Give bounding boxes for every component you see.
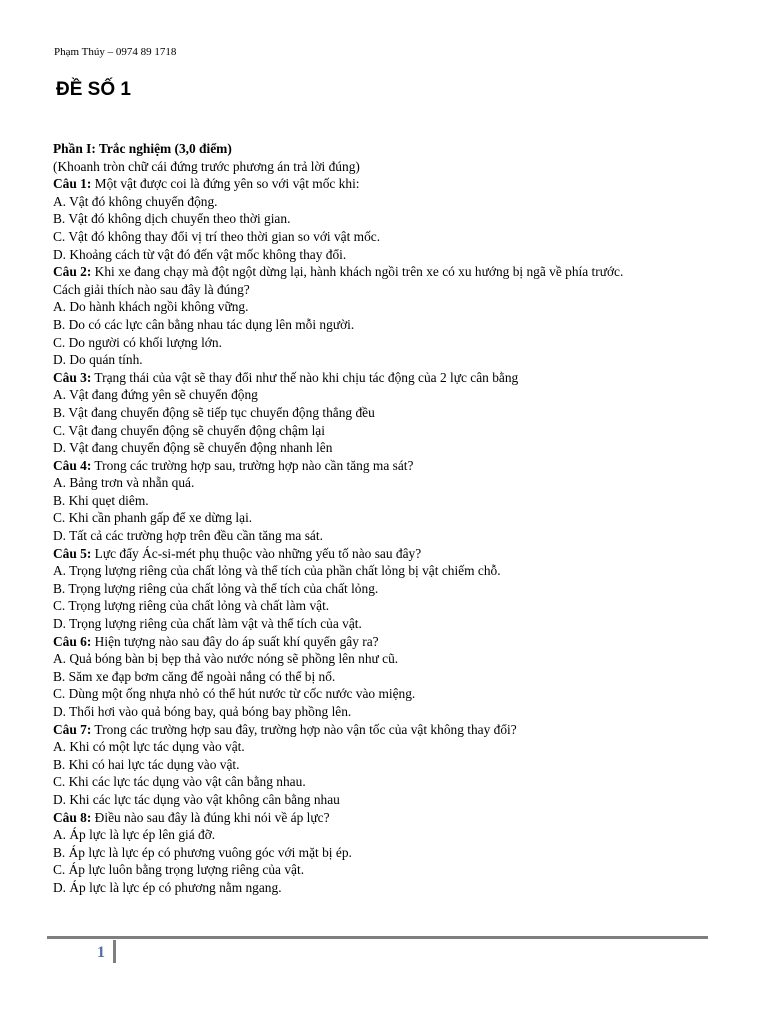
answer-option-a: A. Vật đang đứng yên sẽ chuyển động: [53, 387, 258, 403]
question-6: [53, 633, 733, 721]
answer-option-d: D. Do quán tính.: [53, 352, 143, 368]
answer-option-a: A. Khi có một lực tác dụng vào vật.: [53, 739, 245, 755]
answer-option-c: C. Vật đó không thay đổi vị trí theo thời gian so với vật mốc.: [53, 228, 381, 244]
page-number: 1: [97, 944, 105, 961]
question-label: Câu 4:: [53, 457, 92, 473]
answer-option-b: B. Trọng lượng riêng của chất lỏng và thể tích của chất lỏng.: [53, 580, 379, 596]
answer-option-d: D. Trọng lượng riêng của chất làm vật và thể tích của vật.: [53, 616, 362, 632]
answer-option-d: D. Thổi hơi vào quả bóng bay, quả bóng bay phồng lên.: [53, 704, 352, 719]
question-text-continued: Cách giải thích nào sau đây là đúng?: [53, 281, 250, 297]
answer-option-c: C. Vật đang chuyển động sẽ chuyển động chậm lại: [53, 422, 325, 438]
answer-option-d: D. Khoảng cách từ vật đó đến vật mốc không thay đổi.: [53, 246, 347, 262]
page-number-separator: [113, 940, 116, 963]
question-text: Trạng thái của vật sẽ thay đổi như thế nào khi chịu tác động của 2 lực cân bằng: [91, 369, 519, 385]
answer-option-c: C. Do người có khối lượng lớn.: [53, 334, 222, 350]
answer-option-b: B. Khi quẹt diêm.: [53, 492, 149, 508]
answer-option-b: B. Vật đang chuyển động sẽ tiếp tục chuyển động thẳng đều: [53, 404, 375, 420]
question-label: Câu 3:: [53, 369, 92, 385]
question-text: Trong các trường hợp sau, trường hợp nào cần tăng ma sát?: [91, 457, 414, 473]
question-label: Câu 7:: [53, 721, 92, 737]
question-label: Câu 2:: [53, 264, 92, 280]
question-stem: [53, 457, 733, 475]
exam-content: [53, 140, 733, 897]
answer-option-a: A. Do hành khách ngồi không vững.: [53, 299, 249, 315]
answer-option-d: D. Vật đang chuyển động sẽ chuyển động nhanh lên: [53, 440, 333, 456]
part-instruction: (Khoanh tròn chữ cái đứng trước phương án trả lời đúng): [53, 158, 360, 174]
question-7: [53, 721, 733, 809]
answer-option-c: C. Áp lực luôn bằng trọng lượng riêng của vật.: [53, 862, 305, 878]
question-1: [53, 175, 733, 263]
answer-option-c: C. Trọng lượng riêng của chất lỏng và chất làm vật.: [53, 598, 330, 614]
question-text: Điều nào sau đây là đúng khi nói về áp lực?: [91, 809, 330, 825]
question-text: Trong các trường hợp sau đây, trường hợp nào vận tốc của vật không thay đổi?: [91, 721, 517, 737]
question-text: Một vật được coi là đứng yên so với vật mốc khi:: [91, 176, 360, 192]
question-text: Hiện tượng nào sau đây do áp suất khí quyển gây ra?: [91, 633, 379, 649]
question-label: Câu 5:: [53, 545, 92, 561]
answer-option-a: A. Quả bóng bàn bị bẹp thả vào nước nóng sẽ phồng lên như cũ.: [53, 651, 399, 667]
answer-option-b: B. Vật đó không dịch chuyển theo thời gian.: [53, 211, 291, 227]
answer-option-a: A. Bảng trơn và nhẵn quá.: [53, 475, 195, 491]
question-2: [53, 263, 733, 369]
question-label: Câu 6:: [53, 633, 92, 649]
answer-option-a: A. Áp lực là lực ép lên giá đỡ.: [53, 827, 216, 843]
answer-option-b: B. Do có các lực cân bằng nhau tác dụng lên mỗi người.: [53, 316, 355, 332]
answer-option-d: D. Khi các lực tác dụng vào vật không cân bằng nhau: [53, 791, 340, 807]
answer-option-b: B. Săm xe đạp bơm căng để ngoài nắng có thể bị nổ.: [53, 668, 336, 684]
question-label: Câu 1:: [53, 176, 92, 192]
question-5: [53, 545, 733, 633]
author-line: Phạm Thúy – 0974 89 1718: [54, 46, 177, 58]
question-8: [53, 809, 733, 897]
question-text: Khi xe đang chạy mà đột ngột dừng lại, hành khách ngồi trên xe có xu hướng bị ngã về phía trước.: [91, 264, 624, 280]
answer-option-c: C. Khi các lực tác dụng vào vật cân bằng nhau.: [53, 774, 306, 790]
question-stem: [53, 263, 733, 281]
question-text: Lực đẩy Ác-si-mét phụ thuộc vào những yếu tố nào sau đây?: [91, 545, 422, 561]
answer-option-b: B. Áp lực là lực ép có phương vuông góc với mặt bị ép.: [53, 844, 352, 860]
answer-option-d: D. Tất cả các trường hợp trên đều cần tăng ma sát.: [53, 528, 323, 544]
question-stem: [53, 809, 733, 827]
question-label: Câu 8:: [53, 809, 92, 825]
footer-divider: [47, 936, 708, 939]
question-stem: [53, 545, 733, 563]
answer-option-a: A. Vật đó không chuyển động.: [53, 193, 218, 209]
part-heading: Phần I: Trắc nghiệm (3,0 điểm): [53, 141, 232, 156]
answer-option-c: C. Khi cần phanh gấp để xe dừng lại.: [53, 510, 253, 526]
question-stem: [53, 721, 733, 739]
question-stem: [53, 175, 733, 193]
answer-option-b: B. Khi có hai lực tác dụng vào vật.: [53, 756, 240, 772]
question-stem: [53, 633, 733, 651]
answer-option-c: C. Dùng một ống nhựa nhỏ có thể hút nước từ cốc nước vào miệng.: [53, 686, 416, 702]
answer-option-a: A. Trọng lượng riêng của chất lỏng và thể tích của phần chất lỏng bị vật chiếm chỗ.: [53, 563, 501, 579]
page-title: ĐỀ SỐ 1: [56, 79, 131, 100]
question-3: [53, 369, 733, 457]
question-stem: [53, 369, 733, 387]
question-4: [53, 457, 733, 545]
answer-option-d: D. Áp lực là lực ép có phương nằm ngang.: [53, 879, 282, 895]
